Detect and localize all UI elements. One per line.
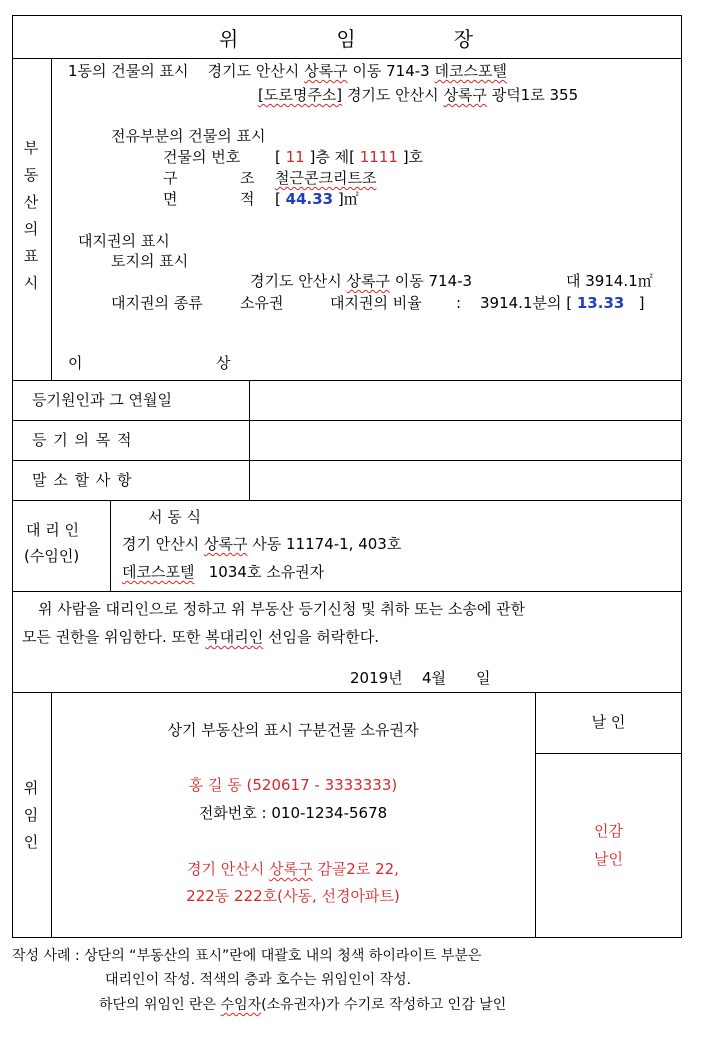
land-type: 대 3914.1㎡: [566, 272, 653, 290]
principal-phone: 전화번호 : 010-1234-5678: [198, 804, 388, 822]
divider: [249, 380, 250, 500]
land-ratio-close: ]: [638, 294, 645, 312]
seal-text-1: 인감: [594, 822, 623, 840]
structure-label-2: 조: [240, 169, 255, 187]
divider: [12, 591, 682, 592]
building-name: 데코스포텔: [434, 62, 507, 80]
sub-agent-term: 복대리인: [205, 628, 264, 646]
road-address-pre: 경기도 안산시: [346, 86, 439, 104]
land-address-gu: 상록구: [346, 272, 390, 290]
floor-room-line: [275, 150, 423, 165]
building-address-dong: 이동 714-3: [352, 62, 430, 80]
owner-title: 상기 부동산의 표시 구분건물 소유권자: [167, 721, 419, 739]
divider: [51, 58, 52, 380]
room-value: 1111: [359, 148, 398, 166]
date-month: 4월: [422, 669, 447, 687]
agent-label: 대 리 인: [26, 521, 80, 539]
delegation-line1: 위 사람을 대리인으로 정하고 위 부동산 등기신청 및 취하 또는 소송에 관한: [38, 600, 526, 618]
building-address-pre: 경기도 안산시: [207, 62, 300, 80]
side-char: 동: [23, 166, 39, 184]
land-ratio-value: 13.33: [576, 294, 625, 312]
side-char: 인: [23, 833, 39, 851]
delegation-line2-pre: 모든 권한을 위임한다. 또한: [22, 628, 201, 646]
purpose-label: 등 기 의 목 적: [32, 431, 133, 449]
date-year: 2019년: [350, 669, 403, 687]
area-close: ]㎡: [337, 190, 359, 208]
building-address-gu: 상록구: [304, 62, 348, 80]
divider: [12, 460, 682, 461]
seal-header: 날 인: [591, 713, 626, 731]
seal-text-2: 날인: [594, 850, 623, 868]
agent-address-gu: 상록구: [204, 535, 248, 553]
area-label-1: 면: [163, 190, 178, 208]
note-line3-post: (소유권자)가 수기로 작성하고 인감 날인: [261, 997, 507, 1013]
building-line: [68, 64, 507, 79]
divider: [12, 500, 682, 501]
road-address-rest: 광덕1로 355: [491, 86, 579, 104]
road-address-gu: 상록구: [443, 86, 487, 104]
side-char: 임: [23, 806, 39, 824]
principal-address-line2: 222동 222호(사동, 선경아파트): [186, 887, 400, 905]
title-char: 임: [336, 27, 358, 51]
agent-owner: [122, 565, 324, 580]
land-right-type-value: 소유권: [240, 294, 284, 312]
principal-address: [51, 862, 535, 877]
side-char: 의: [23, 220, 39, 238]
land-title: 토지의 표시: [111, 252, 189, 270]
area-value: 44.33: [285, 190, 334, 208]
land-ratio-prefix: 3914.1분의 [: [480, 294, 573, 312]
note-line2: 대리인이 작성. 적색의 층과 호수는 위임인이 작성.: [105, 972, 412, 988]
side-char: 산: [23, 193, 39, 211]
exclusive-title: 전유부분의 건물의 표시: [111, 127, 266, 145]
cancel-label: 말 소 할 사 항: [32, 471, 133, 489]
delegation-line2-post: 선임을 허락한다.: [268, 628, 379, 646]
room-close: ]호: [402, 148, 424, 166]
principal-address-gu: 상록구: [269, 860, 313, 878]
road-address-line: [258, 88, 578, 103]
area-label-2: 적: [240, 190, 255, 208]
area-open: [: [275, 190, 281, 208]
area-line: [275, 192, 359, 207]
title-char: 장: [453, 27, 475, 51]
land-right-type-label: 대지권의 종류: [111, 294, 203, 312]
principal-side-label: [21, 775, 41, 856]
divider: [12, 692, 682, 693]
page-title: [12, 23, 682, 52]
note-line3-pre: 하단의 위임인 란은: [99, 997, 217, 1013]
land-right-title: 대지권의 표시: [78, 232, 170, 250]
date-day: 일: [476, 669, 491, 687]
side-char: 부: [23, 139, 39, 157]
note-line3: [99, 998, 506, 1012]
property-side-label: [21, 135, 41, 297]
land-address-pre: 경기도 안산시: [250, 272, 342, 290]
road-address-label: [도로명주소]: [258, 86, 343, 104]
land-ratio-line: [480, 296, 645, 311]
delegation-line2: [22, 630, 379, 645]
side-char: 위: [23, 779, 39, 797]
land-ratio-label: 대지권의 비율: [330, 294, 422, 312]
number-label: 건물의 번호: [163, 148, 241, 166]
cause-label: 등기원인과 그 연월일: [32, 391, 172, 409]
structure-label-1: 구: [163, 169, 178, 187]
land-ratio-colon: :: [456, 294, 462, 312]
note-delegate-term: 수임자: [220, 997, 262, 1013]
divider: [535, 753, 682, 754]
agent-name: 서 동 식: [148, 508, 202, 526]
end-mark-1: 이: [68, 354, 83, 372]
principal-address-rest: 감골2로 22,: [317, 860, 399, 878]
floor-close: ]층 제[: [309, 148, 355, 166]
agent-owner-rest: 1034호 소유권자: [208, 563, 325, 581]
principal-name: 홍 길 동 (520617 - 3333333): [188, 776, 398, 794]
structure-value: 철근콘크리트조: [275, 169, 377, 187]
agent-owner-name: 데코스포텔: [122, 563, 195, 581]
principal-address-pre: 경기 안산시: [187, 860, 265, 878]
divider: [12, 420, 682, 421]
agent-sublabel: (수임인): [24, 547, 80, 565]
floor-value: 11: [285, 148, 305, 166]
side-char: 시: [23, 274, 39, 292]
note-line1: 작성 사례 : 상단의 “부동산의 표시”란에 대괄호 내의 청색 하이라이트 부분은: [12, 948, 482, 964]
divider: [12, 58, 682, 59]
side-char: 표: [23, 247, 39, 265]
agent-address-rest: 사동 11174-1, 403호: [252, 535, 402, 553]
floor-open: [: [275, 148, 281, 166]
land-address-line: [250, 274, 472, 289]
agent-address-pre: 경기 안산시: [122, 535, 200, 553]
agent-address: [122, 537, 401, 552]
title-char: 위: [219, 27, 241, 51]
divider: [12, 380, 682, 381]
divider: [110, 500, 111, 591]
land-address-dong: 이동 714-3: [394, 272, 473, 290]
building-prefix: 1동의 건물의 표시: [68, 62, 189, 80]
end-mark-2: 상: [216, 354, 231, 372]
